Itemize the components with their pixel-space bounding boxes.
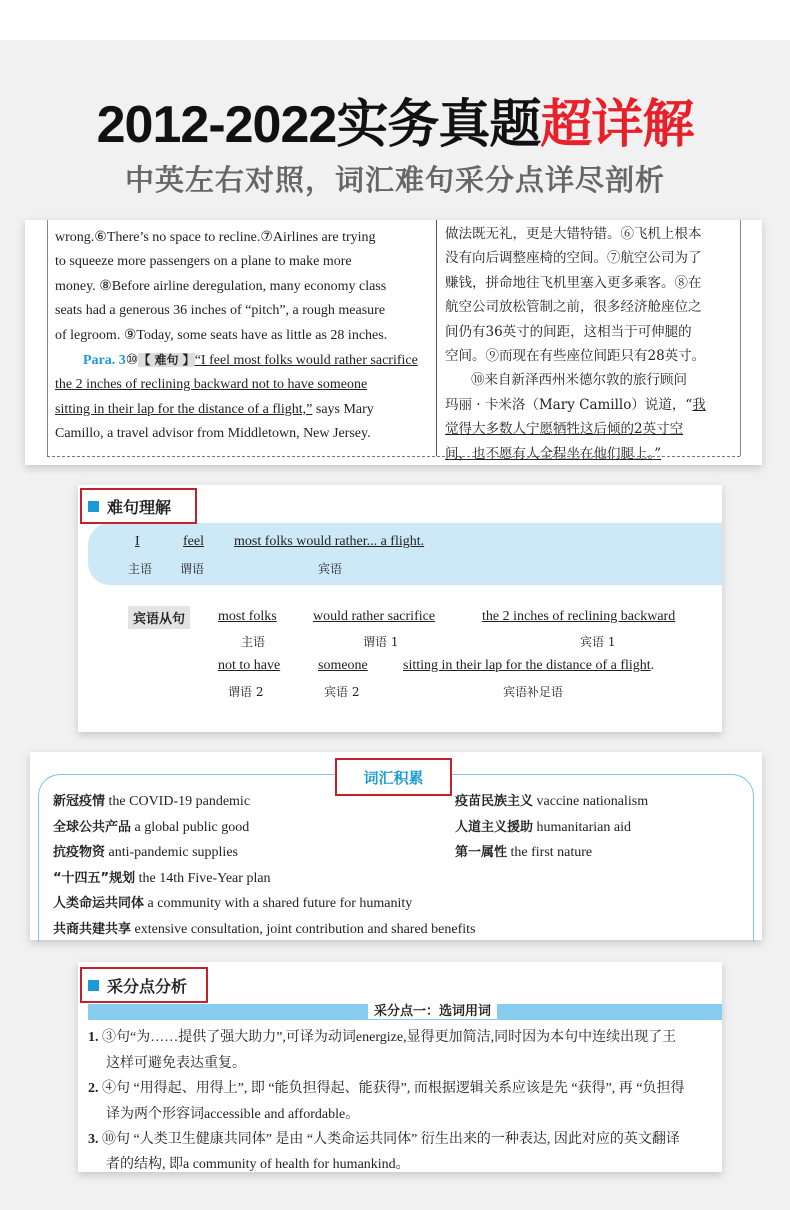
heading-text: 采分点分析 (107, 976, 188, 996)
item-text: ③句“为……提供了强大助力”,可译为动词energize,显得更加简洁,同时因为本句中连续出现了王 (102, 1030, 677, 1045)
square-icon (88, 501, 99, 512)
page-subtitle: 中英左右对照，词汇难句采分点详尽剖析 (124, 163, 665, 197)
word: most folks (218, 609, 277, 624)
item-number: 1. (88, 1030, 99, 1045)
difficult-sentence-card (78, 485, 722, 732)
word: feel (183, 534, 204, 549)
vocab-zh: 新冠疫情 (53, 794, 106, 809)
divider (740, 220, 741, 456)
vocab-en: vaccine nationalism (536, 794, 649, 809)
vocab-item (455, 816, 631, 836)
scoring-line (106, 1052, 246, 1072)
item-number: 3. (88, 1132, 99, 1147)
word: someone (318, 658, 368, 673)
scoring-line (106, 1103, 359, 1123)
text-line: wrong.⑥There’s no space to recline.⑦Airlines are trying (55, 230, 376, 245)
role-label: 谓语 1 (363, 635, 399, 649)
text: 玛丽 · 卡米洛（Mary Camillo）说道，“ (445, 396, 693, 413)
text: 我 (692, 396, 706, 413)
text-line: 赚钱，拼命地往飞机里塞入更多乘客。⑧在 (445, 274, 702, 291)
vocab-en: a global public good (134, 820, 250, 835)
item-text: ④句 “用得起、用得上”, 即 “能负担得起、能获得”, 而根据逻辑关系应该是先 “获得”, 再 “负担得 (102, 1081, 685, 1096)
vocab-en: extensive consultation, joint contribution and shared benefits (134, 922, 476, 937)
page-title (0, 82, 790, 157)
word: would rather sacrifice (313, 609, 436, 624)
text-line: of legroom. ⑨Today, some seats have as little as 28 inches. (55, 327, 388, 343)
item-text: 者的结构, 即a community of health for humankind。 (106, 1157, 410, 1172)
para-label: Para. 3 (83, 353, 126, 369)
word: sitting in their lap for the distance of a flight (403, 658, 651, 673)
column-divider (436, 220, 437, 456)
vocab-zh: 疫苗民族主义 (455, 794, 534, 809)
vocab-zh: 人类命运共同体 (53, 896, 145, 911)
vocab-zh: 第一属性 (455, 845, 508, 860)
word: not to have (218, 658, 281, 673)
english-text (55, 226, 429, 447)
title-highlight: 超详解 (540, 96, 694, 154)
text-line: Camillo, a travel advisor from Middletown, New Jersey. (55, 426, 371, 442)
title-main: 2012-2022实务真题 (96, 96, 541, 154)
item-text: ⑩句 “人类卫生健康共同体” 是由 “人类命运共同体” 衍生出来的一种表达, 因此对应的英文翻译 (102, 1132, 680, 1147)
vocab-item (53, 892, 412, 912)
role-label: 宾语补足语 (503, 685, 564, 699)
vocab-zh: 抗疫物资 (53, 845, 106, 860)
text-line: 间仍有36英寸的间距，这相当于可伸腿的 (445, 323, 692, 340)
section-heading: 词汇积累 (335, 758, 452, 796)
vocabulary-card (30, 752, 762, 940)
role-label: 宾语 1 (580, 635, 616, 649)
text-line: 做法既无礼，更是大错特错。⑥飞机上根本 (445, 226, 702, 242)
role-label: 主语 (128, 562, 153, 576)
scoring-line (88, 1077, 685, 1097)
vocab-zh: 人道主义援助 (455, 820, 534, 835)
role-label: 谓语 (180, 562, 205, 576)
item-number: 2. (88, 1081, 99, 1096)
word: most folks would rather... a flight. (234, 534, 425, 549)
text-line: 航空公司放松管制之前，很多经济舱座位之 (445, 299, 702, 316)
section-heading (80, 488, 197, 524)
chinese-text (445, 222, 735, 466)
difficult-sentence: the 2 inches of reclining backward not to have someone (55, 377, 368, 393)
text-line: 觉得大多数人宁愿牺牲这后倾的2英寸空 (445, 421, 684, 438)
role-label: 谓语 2 (228, 685, 264, 699)
text: says Mary (312, 401, 374, 417)
text-line: 空间。⑨而现在有些座位间距只有28英寸。 (445, 348, 706, 365)
vocab-zh: 共商共建共享 (53, 922, 132, 937)
role-label: 宾语 2 (324, 685, 360, 699)
text-line: ⑩来自新泽西州米德尔敦的旅行顾问 (471, 372, 687, 389)
vocab-item (455, 841, 592, 861)
scoring-card (78, 962, 722, 1172)
text-line: 没有向后调整座椅的空间。⑦航空公司为了 (445, 250, 702, 267)
period: . (650, 658, 655, 673)
vocab-en: the COVID-19 pandemic (108, 794, 251, 809)
text-line: to squeeze more passengers on a plane to make more (55, 254, 352, 270)
vocab-en: the 14th Five-Year plan (138, 871, 271, 886)
section-heading (80, 967, 208, 1003)
square-icon (88, 980, 99, 991)
vocab-en: the first nature (510, 845, 593, 860)
dashed-divider (47, 456, 740, 457)
difficult-sentence: “I feel most folks would rather sacrifice (194, 353, 418, 369)
vocab-en: humanitarian aid (536, 820, 631, 835)
vocab-item (53, 790, 250, 810)
vocab-item (53, 816, 249, 836)
passage-card (25, 220, 762, 465)
vocab-en: anti-pandemic supplies (108, 845, 238, 860)
difficult-sentence: sitting in their lap for the distance of a flight,” (55, 401, 313, 417)
scoring-line (106, 1153, 410, 1172)
vocab-en: a community with a shared future for humanity (147, 896, 413, 911)
text-line: 间，也不愿有人全程坐在他们腿上。” (445, 445, 662, 462)
divider (47, 220, 48, 456)
top-strip (0, 0, 790, 40)
vocab-zh: “十四五”规划 (53, 871, 136, 886)
vocab-item (53, 918, 476, 938)
item-text: 译为两个形容词accessible and affordable。 (106, 1107, 360, 1122)
vocab-item (53, 841, 238, 861)
scoring-line (88, 1026, 676, 1046)
word: I (135, 534, 140, 549)
text-line: money. ⑧Before airline deregulation, many economy class (55, 278, 387, 294)
word: the 2 inches of reclining backward (482, 609, 676, 624)
vocab-item (455, 790, 648, 810)
clause-badge: 宾语从句 (128, 606, 190, 629)
section-title: 采分点一：选词用词 (368, 1000, 497, 1019)
role-label: 宾语 (318, 562, 343, 576)
sentence-num: ⑩ (125, 353, 139, 369)
item-text: 这样可避免表达重复。 (106, 1056, 246, 1071)
text-line: seats had a generous 36 inches of “pitch”, a rough measure (55, 303, 386, 319)
scoring-line (88, 1128, 680, 1148)
difficult-tag: 【 难句 】 (138, 353, 195, 368)
heading-text: 难句理解 (107, 497, 172, 517)
vocab-zh: 全球公共产品 (53, 820, 132, 835)
vocab-item (53, 867, 271, 887)
role-label: 主语 (241, 635, 266, 649)
